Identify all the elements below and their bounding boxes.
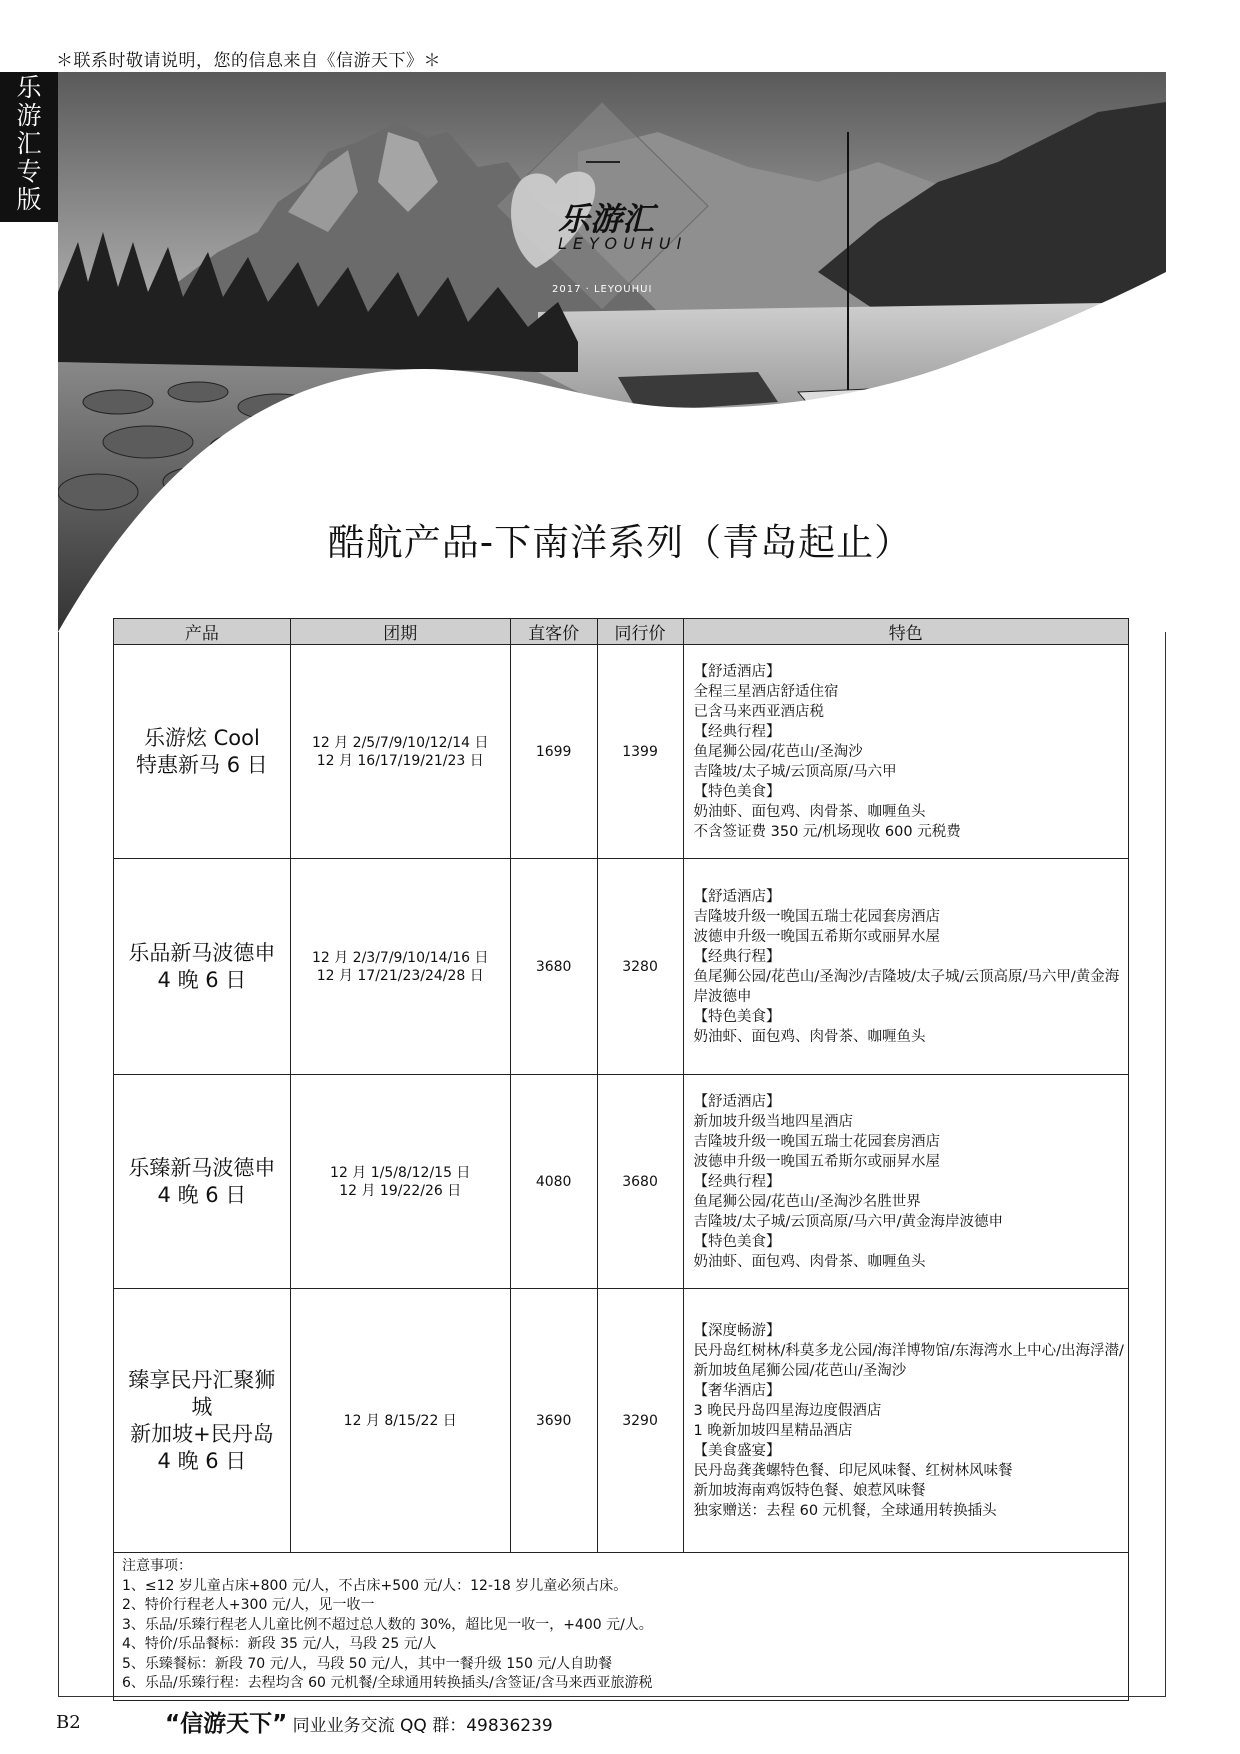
feature-line: 吉隆坡升级一晚国五瑞士花园套房酒店 <box>693 908 941 925</box>
header-product: 产品 <box>114 619 291 645</box>
feature-line: 新加坡海南鸡饭特色餐、娘惹风味餐 <box>693 1482 926 1499</box>
feature-line: 鱼尾狮公园/花芭山/圣淘沙 <box>693 743 863 760</box>
features-cell <box>683 1075 1128 1289</box>
feature-line: 奶油虾、面包鸡、肉骨茶、咖喱鱼头 <box>693 803 926 820</box>
retail-price-cell: 1699 <box>510 645 597 859</box>
features-cell <box>683 1289 1128 1553</box>
product-name-line: 4 晚 6 日 <box>157 967 247 992</box>
trade-price-cell: 1399 <box>597 645 683 859</box>
footer-contact <box>165 1705 553 1738</box>
feature-line: 【舒适酒店】 <box>693 888 781 905</box>
side-tab-char: 乐 <box>16 73 42 102</box>
feature-line: 【深度畅游】 <box>693 1322 781 1339</box>
feature-line: 3 晚民丹岛四星海边度假酒店 <box>693 1402 882 1419</box>
note-line: 3、乐品/乐臻行程老人儿童比例不超过总人数的 30%，超比见一收一，+400 元/人。 <box>122 1616 653 1633</box>
side-tab-char: 专 <box>16 157 42 186</box>
dates-cell <box>290 859 510 1075</box>
product-table <box>113 618 1129 1701</box>
trade-price-cell: 3680 <box>597 1075 683 1289</box>
header-dates: 团期 <box>290 619 510 645</box>
feature-line: 吉隆坡/太子城/云顶高原/马六甲 <box>693 763 897 780</box>
notes-row <box>114 1553 1129 1701</box>
product-cell <box>114 1289 291 1553</box>
product-name-line: 特惠新马 6 日 <box>136 752 268 777</box>
feature-line: 【舒适酒店】 <box>693 663 781 680</box>
feature-line: 吉隆坡/太子城/云顶高原/马六甲/黄金海岸波德申 <box>693 1213 1004 1230</box>
feature-line: 奶油虾、面包鸡、肉骨茶、咖喱鱼头 <box>693 1253 926 1270</box>
product-name-line: 乐品新马波德申 <box>128 940 276 965</box>
feature-line: 波德申升级一晚国五希斯尔或丽昇水屋 <box>693 1153 941 1170</box>
footer-qq-group: 同业业务交流 QQ 群：49836239 <box>292 1716 553 1736</box>
feature-line: 民丹岛红树林/科莫多龙公园/海洋博物馆/东海湾水上中心/出海浮潜/新加坡鱼尾狮公园/花芭山/圣淘沙 <box>693 1342 1124 1379</box>
contact-note: ＊联系时敬请说明，您的信息来自《信游天下》＊ <box>56 51 441 71</box>
feature-line: 已含马来西亚酒店税 <box>693 703 825 720</box>
feature-line: 【经典行程】 <box>693 1173 781 1190</box>
product-name-line: 4 晚 6 日 <box>157 1182 247 1207</box>
product-cell <box>114 645 291 859</box>
side-tab <box>0 72 58 222</box>
table-header-row <box>114 619 1129 645</box>
feature-line: 全程三星酒店舒适住宿 <box>693 683 839 700</box>
feature-line: 1 晚新加坡四星精品酒店 <box>693 1422 853 1439</box>
feature-line: 【舒适酒店】 <box>693 1093 781 1110</box>
feature-line: 【奢华酒店】 <box>693 1382 781 1399</box>
trade-price-cell: 3290 <box>597 1289 683 1553</box>
feature-line: 【经典行程】 <box>693 948 781 965</box>
product-name-line: 新加坡+民丹岛 <box>130 1421 274 1446</box>
dates-cell <box>290 1075 510 1289</box>
product-name-line: 乐臻新马波德申 <box>128 1155 276 1180</box>
date-line: 12 月 8/15/22 日 <box>343 1412 457 1429</box>
date-line: 12 月 17/21/23/24/28 日 <box>316 967 484 984</box>
header-retail-price: 直客价 <box>510 619 597 645</box>
product-cell <box>114 1075 291 1289</box>
features-cell <box>683 859 1128 1075</box>
feature-line: 鱼尾狮公园/花芭山/圣淘沙名胜世界 <box>693 1193 921 1210</box>
feature-line: 鱼尾狮公园/花芭山/圣淘沙/吉隆坡/太子城/云顶高原/马六甲/黄金海岸波德申 <box>693 968 1120 1005</box>
table-row <box>114 859 1129 1075</box>
retail-price-cell: 3680 <box>510 859 597 1075</box>
page-title: 酷航产品-下南洋系列（青岛起止） <box>327 521 913 564</box>
header-trade-price: 同行价 <box>597 619 683 645</box>
retail-price-cell: 4080 <box>510 1075 597 1289</box>
product-cell <box>114 859 291 1075</box>
date-line: 12 月 1/5/8/12/15 日 <box>330 1164 471 1181</box>
date-line: 12 月 2/3/7/9/10/14/16 日 <box>311 949 489 966</box>
side-tab-char: 版 <box>16 185 42 214</box>
note-line: 4、特价/乐品餐标：新段 35 元/人，马段 25 元/人 <box>122 1636 437 1652</box>
product-name-line: 乐游炫 Cool <box>143 725 260 750</box>
feature-line: 吉隆坡升级一晚国五瑞士花园套房酒店 <box>693 1133 941 1150</box>
features-cell <box>683 645 1128 859</box>
trade-price-cell: 3280 <box>597 859 683 1075</box>
feature-line: 不含签证费 350 元/机场现收 600 元税费 <box>693 823 961 840</box>
feature-line: 【经典行程】 <box>693 723 781 740</box>
table-row <box>114 1075 1129 1289</box>
notes-cell <box>114 1553 1129 1701</box>
logo-cn: 乐游汇 <box>558 200 655 238</box>
note-line: 2、特价行程老人+300 元/人，见一收一 <box>122 1597 375 1613</box>
header-features: 特色 <box>683 619 1128 645</box>
product-name-line: 城 <box>191 1394 213 1419</box>
feature-line: 【特色美食】 <box>693 1233 781 1250</box>
table-row <box>114 645 1129 859</box>
retail-price-cell: 3690 <box>510 1289 597 1553</box>
logo-en: LEYOUHUI <box>558 234 688 253</box>
date-line: 12 月 19/22/26 日 <box>339 1182 462 1199</box>
note-line: 5、乐臻餐标：新段 70 元/人，马段 50 元/人，其中一餐升级 150 元/人自助餐 <box>122 1655 613 1672</box>
feature-line: 【特色美食】 <box>693 783 781 800</box>
feature-line: 独家赠送：去程 60 元机餐，全球通用转换插头 <box>693 1502 997 1519</box>
note-line: 注意事项： <box>122 1558 192 1574</box>
footer-brand: “信游天下” <box>165 1711 288 1737</box>
page-number: B2 <box>56 1712 81 1733</box>
feature-line: 波德申升级一晚国五希斯尔或丽昇水屋 <box>693 928 941 945</box>
table-row <box>114 1289 1129 1553</box>
side-tab-char: 游 <box>16 101 42 130</box>
feature-line: 民丹岛龚龚螺特色餐、印尼风味餐、红树林风味餐 <box>693 1462 1013 1479</box>
dates-cell <box>290 645 510 859</box>
feature-line: 奶油虾、面包鸡、肉骨茶、咖喱鱼头 <box>693 1028 926 1045</box>
dates-cell <box>290 1289 510 1553</box>
date-line: 12 月 16/17/19/21/23 日 <box>316 752 484 769</box>
logo-year: 2017 · LEYOUHUI <box>552 284 653 295</box>
product-name-line: 4 晚 6 日 <box>157 1448 247 1473</box>
note-line: 1、≤12 岁儿童占床+800 元/人，不占床+500 元/人：12-18 岁儿童必须占床。 <box>122 1577 628 1594</box>
side-tab-char: 汇 <box>16 129 42 158</box>
feature-line: 【美食盛宴】 <box>693 1442 781 1459</box>
feature-line: 【特色美食】 <box>693 1008 781 1025</box>
date-line: 12 月 2/5/7/9/10/12/14 日 <box>311 734 489 751</box>
product-name-line: 臻享民丹汇聚狮 <box>128 1367 276 1392</box>
feature-line: 新加坡升级当地四星酒店 <box>693 1113 854 1130</box>
note-line: 6、乐品/乐臻行程：去程均含 60 元机餐/全球通用转换插头/含签证/含马来西亚旅游税 <box>122 1675 653 1691</box>
